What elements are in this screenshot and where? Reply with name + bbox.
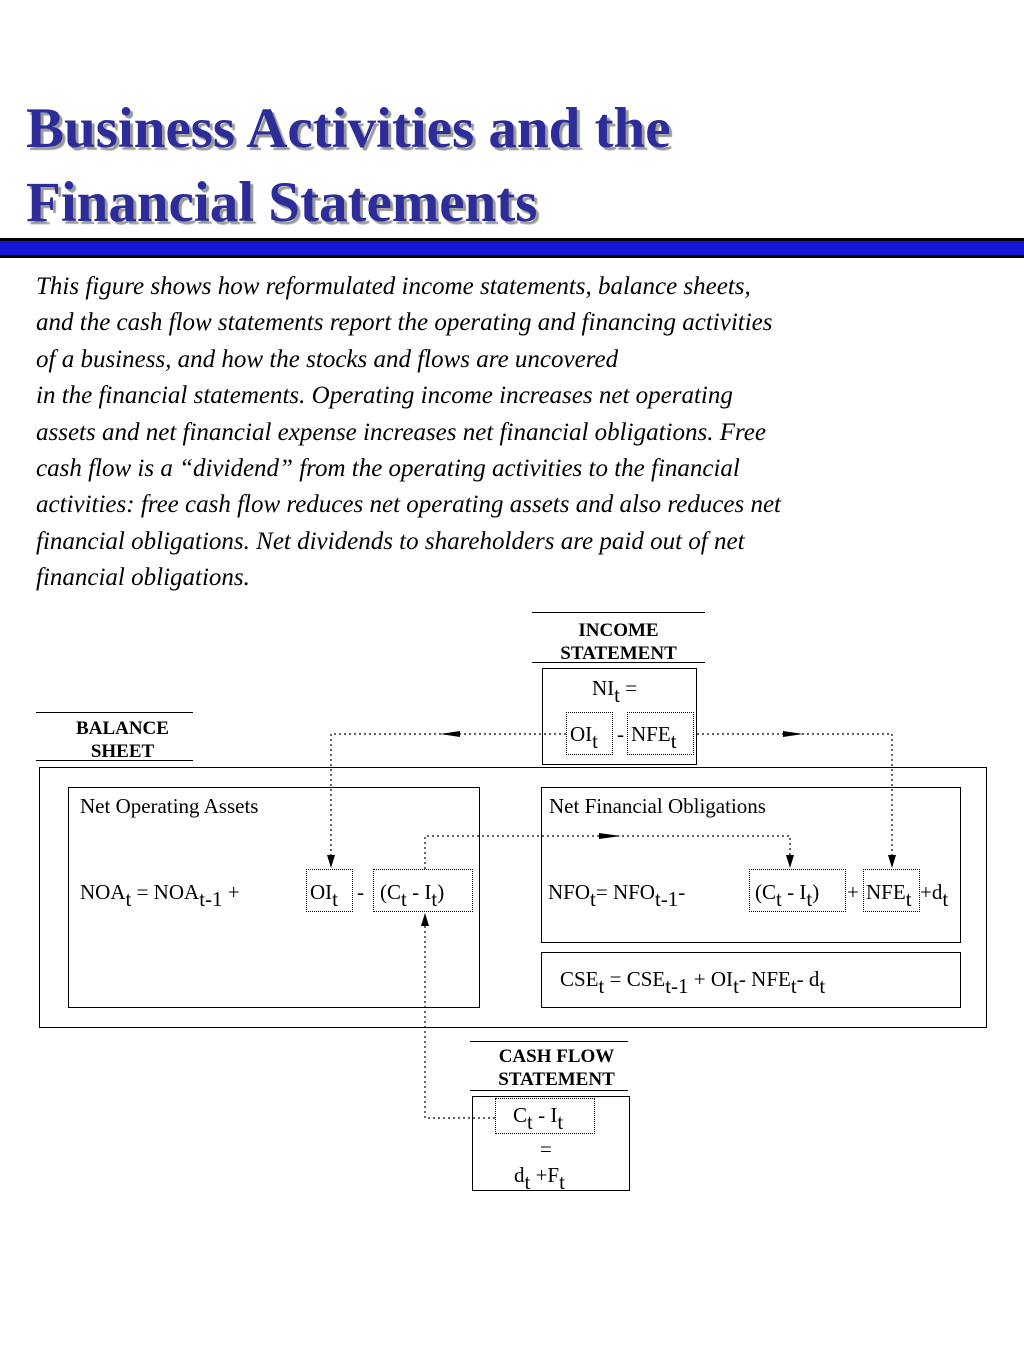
cash-flow-to-noa-connector — [425, 922, 495, 1118]
income-header-line-2: STATEMENT — [560, 643, 677, 664]
arrowhead-down-icon — [888, 855, 896, 868]
nfo-free-cash-flow-term: $(C_t - I_t)$ — [755, 880, 820, 911]
arrowhead-up-icon — [421, 913, 429, 926]
noa-minus-sign: - — [357, 880, 364, 904]
cash-flow-free-cash-flow-term: $C_t - I_t$ — [513, 1103, 564, 1134]
paragraph-line: This figure shows how reformulated income statements, balance sheets, — [36, 273, 751, 300]
paragraph-line: financial obligations. — [36, 564, 250, 592]
paragraph-line: and the cash flow statements report the operating and financing activities — [36, 309, 773, 337]
nfo-box-title: Net Financial Obligations — [549, 794, 766, 818]
paragraph-line: of a business, and how the stocks and flows are uncovered — [36, 345, 619, 373]
noa-to-nfo-connector — [425, 836, 790, 869]
noa-oi-term: $OI_t$ — [310, 880, 339, 911]
cash-flow-equals-sign: = — [540, 1137, 552, 1161]
balance-header-line-2: SHEET — [90, 741, 155, 762]
noa-equation-lhs: $NOA_t = NOA_{t-1}$ + — [80, 880, 240, 911]
nfe-to-nfo-connector — [697, 734, 892, 857]
arrowhead-down-icon — [786, 855, 794, 868]
slide-title-line-1: Business Activities and the — [26, 97, 671, 160]
slide-title-line-2: Financial Statements — [26, 171, 538, 234]
paragraph-line: cash flow is a “dividend” from the operating activities to the financial — [36, 455, 740, 483]
paragraph-line: assets and net financial expense increases net financial obligations. Free — [36, 418, 766, 446]
noa-free-cash-flow-term: $(C_t - I_t)$ — [380, 880, 445, 911]
ni-equation: $NI_t$ = — [592, 676, 638, 707]
cse-equation: $CSE_t = CSE_{t-1} + OI_t-$ $NFE_t-$ $d_t$ — [560, 967, 826, 998]
nfo-equation-lhs: $NFO_t= NFO_{t-1}-$ — [548, 880, 686, 911]
nfo-nfe-term: $NFE_t$ — [866, 880, 912, 911]
oi-to-noa-connector — [331, 734, 566, 857]
paragraph-line: financial obligations. Net dividends to shareholders are paid out of net — [36, 527, 745, 555]
arrowhead-left-icon — [440, 731, 460, 737]
income-oi-term: $OI_t$ — [570, 722, 599, 753]
noa-box-title: Net Operating Assets — [80, 794, 259, 818]
cash-flow-dividend-financing-term: $d_t +F_t$ — [514, 1163, 565, 1194]
paragraph-line: activities: free cash flow reduces net operating assets and also reduces net — [36, 491, 781, 519]
balance-header-line-1: BALANCE — [76, 718, 169, 739]
paragraph-line: in the financial statements. Operating income increases net operating — [36, 382, 733, 410]
cash-flow-header-line-1: CASH FLOW — [498, 1046, 615, 1067]
nfo-plus-sign: + — [847, 880, 859, 904]
arrowhead-down-icon — [327, 855, 335, 868]
income-nfe-term: $NFE_t$ — [631, 722, 677, 753]
cash-flow-header-line-2: STATEMENT — [498, 1069, 615, 1090]
nfo-dividend-term: $+d_t$ — [920, 880, 949, 911]
arrowhead-right-icon — [783, 731, 803, 737]
income-minus-sign: - — [617, 722, 624, 746]
income-header-line-1: INCOME — [578, 620, 659, 641]
arrowhead-right-icon — [599, 833, 621, 839]
